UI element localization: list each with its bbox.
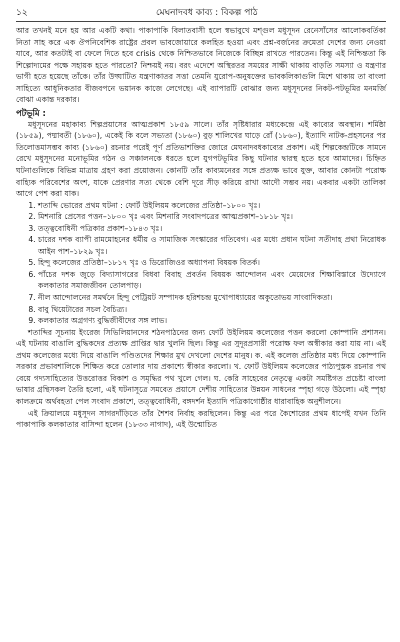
closing-paragraph: এই ক্রিয়ালয়ে মধুসূদন সাগরদাঁড়িতে তাঁর শৈশব নির্বাহ করছিলেন। কিন্তু এর পরে কৈশোরের প্রথম ধাপেই যখন তিনি পাকাপাকি কলকাতার বাসিন্দা হলেন (১৮৩৩ নাগাদ), এই উন্মোচিত [16, 408, 386, 430]
intro-paragraph: আর তখনই মনে হয় আর একটি কথা। পাকাপাকি বিলাতবাসী হলে স্বভাবুখে মশ্গুল মধুসূদন রেনেসাঁসের আলোকবর্তিকা নিতা সাহ করে এক ঔপনিবেশিক রাষ্ট্রের প্রবল ভাবজোয়ারে কলহিত হওয়া এবং প্রশ্ন-বর্জনের ক্রমেতা দেশের জন্য নেওয়া যাবে, আর কতটাই বা ফেলে দিতে হবে crisis থেকে নিশ্চিতভাবে নিজেকে বিচ্ছিন্ন রাখতে পারতেন। কিন্তু এই নিশ্চিন্ততা কি শিল্পোদ্যমের পক্ষে সহায়ক হতে পারতো? নিশ্চয়ই নয়। বরং এদেশে অস্থিরতর সময়ের সাক্ষী থাকায় বাড়তি সমস্যা ও যন্ত্রণার ভাগী হতে হয়েছে তাঁকে। তাঁর উদ্ঘাটিত যন্ত্রণাকাতর সত্তা তেমনি যুরোপ-অনুষক্তের ভাবকলিকাগুলি মিশে থাকায় তা বাংলা সাহিত্যে আধুনিকতার বীজবপনে ভয়ানক কাজে লেগেছে। এই ব্যাপারটি বোঝার জন্য মধুসূদনের নিকট-পটভূমির মনমর্জি বোঝা একান্ত দরকার। [16, 26, 387, 105]
event-item: 2. মিশনারি প্রেসের পত্তন–১৮০০ খৃঃ এবং মিশনারি সংবাদপত্রের আত্মপ্রকাশ–১৮১৮ খৃঃ। [38, 211, 386, 223]
closing-paragraph: শতাব্দির সূচনায় ইংরেজ সিভিলিয়ানদের শঠনপাঠনের জন্য ফোর্ট উইলিয়ম কলেজের পত্তন করলো কোম্পানি প্রশাসন। এই ঘটনায় বাঙালি বুদ্ধিকদের প্রত্যক্ষ প্রাপ্তির দ্বার খুলনি ছিল। কিন্তু এর সুদূরপ্রসারী পরোক্ষ ফল অস্বীকার করা যায় না। এই প্রথম কলেজের মধ্যে দিয়ে বাঙালি পণ্ডিতদের শিক্ষার মুখ দেখলো দেশের মানুষ। ক. এই কলেজ প্রতিষ্ঠার মধ্য দিয়ে কোম্পানি সরকার প্রভাবশালিকে শিক্ষিত করে তোলার দায় প্রকাশ্যে স্বীকার করলো। খ. ফোর্ট উইলিয়ম কলেজের পাঠ্যপুস্তক রচনার পথ বেয়ে গদ্যসাহিত্যের উত্তরোত্তর বিকাশ ও সমৃদ্ধির পথ খুলে গেল। ঘ. কেরি সাহেবের নেতৃত্বে একটা সমষ্টিগত প্রচেষ্টা বাংলা ভাষার গ্রন্থিসকল তৈরি হলো, এই ঘটনাসূত্রে সমবেত প্রয়াসে দেশীয় সাহিত্যের উন্নয়ন সাধনের স্পৃহা গড়ে উঠলো। এই স্পৃহা কালক্রমে অর্থবহতা পেল সংবাদ প্রকাশে, তত্ত্ববোধিনী, বঙ্গদর্শন ইত্যাদি পত্রিকাগোষ্ঠীর ধারাবাহিক অনুশীলনে। [16, 327, 386, 406]
event-item: 5. হিন্দু কলেজের প্রতিষ্ঠা–১৮১৭ খৃঃ ও ডিরোজিওর অধ্যাপনা বিষয়ক বিতর্ক। [38, 257, 386, 269]
event-item: 6. পাঁচের দশক জুড়ে বিদ্যাসাগরের বিধবা বিবাহ প্রবর্তন বিষয়ক আন্দোলন এবং মেয়েদের শিক্ষাবিস্তারে উদ্যোগে কলকাতার সমাজজীবন তোলপাড়। [38, 269, 386, 292]
event-list [16, 200, 386, 327]
event-item: 3. তত্ত্ববোধিনী পত্রিকার প্রকাশ–১৮৪৩ খৃঃ। [38, 223, 386, 235]
body-text [16, 25, 386, 431]
running-head [16, 7, 386, 22]
section-paragraph: মধুসূদনের মহাকাব্য শিল্পপ্রয়াসের আত্মপ্রকাশ ১৮৫৯ সালে। তাঁর সৃষ্টিধারার মধ্যকেন্দ্রে এই কাব্যের অবস্থান। শর্মিষ্ঠা (১৮৫৯), পদ্মাবতী (১৮৬০), একেই কি বলে সভ্যতা (১৮৬০) বুড় শালিখের ঘাড়ে রোঁ (১৮৬০), ইত্যাদি নাটক-প্রহসনের পর তিলোত্তমাসম্ভব কাব্য (১৮৬০) রচনার পরেই পূর্ণ প্রতিভাশক্তির জোরে মেঘনাদবধকাব্যের প্রকাশ। এই শিল্পকেন্দ্রটিকে সামনে রেখে মধুসূদনের মনোভূমির গঠন ও সঞ্চালনকে ধরতে হলে যুগপটভূমির কিছু ঘটনার দ্বারস্থ হতে হবে আমাদের। চিহ্নিত ঘটনাগুলিকে বিভিন্ন মাত্রায় গ্রহণ করা প্রয়োজন। কোনটি তাঁর কাব্যমনেরর সঙ্গে প্রত্যক্ষ ভাবে যুক্ত, আবার কোনটা পরোক্ষ বাহ্যিক পরিবেশের অংশ, যাকে প্রেরণার সত্য থেকে বেশি দূরে সীড় করিয়ে রাখা আদৌ সম্ভব নয়। একবার একটা তালিকা আগে পেশ করা যাক। [16, 119, 386, 199]
section-heading: পটভূমি : [16, 107, 46, 118]
page-number: ১২ [16, 8, 28, 18]
event-item: 7. নীল আন্দোলনের সমর্থনে হিন্দু পেট্রিয়ট সম্পাদক হরিশচন্দ্র মুখোপাধ্যায়ের অকুতোভয় সাংবাদিকতা। [38, 292, 386, 304]
book-title: মেঘনাদবধ কাব্য : বিকল্প পাঠ [155, 8, 258, 18]
event-item: 1. শতাব্দি ভোরের প্রথম ঘটনা : ফোর্ট উইলিয়ম কলেজের প্রতিষ্ঠা–১৮০০ খৃঃ। [38, 200, 386, 212]
event-item: 4. চারের দশক ব্যাপী রামমোহনের ধর্মীয় ও সামাজিক সংস্কারের গতিবেগ। এর মধ্যে প্রধান ঘটনা সতীদাহ প্রথা নিরোধক আইন পাশ–১৮২৯ খৃঃ। [38, 234, 386, 257]
event-item: 9. কলকাতার অগ্রগণ্য বুদ্ধিজীবীদের সঙ্গ লাভ। [38, 315, 386, 327]
event-item: 8. বাবু থিয়েটারের সচল বৈচিত্র্য। [38, 304, 386, 316]
